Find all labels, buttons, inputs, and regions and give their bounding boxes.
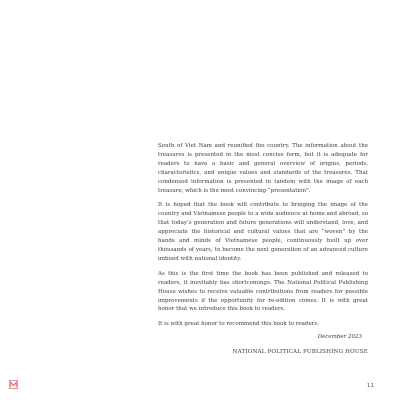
page-number: 11 — [366, 383, 374, 389]
paragraph-3: As this is the first time the book has been published and released to readers, it inevitably has shortcomings. The National Political Publishing House wishes to receive valuable contributions from readers for possible improvements if the opportunity for re-edition comes. It is with great honor that we introduce this book to readers. — [158, 270, 368, 313]
signature-date: December 2023 — [317, 334, 362, 341]
publisher-logo-icon — [9, 380, 18, 389]
publisher-name: NATIONAL POLITICAL PUBLISHING HOUSE — [232, 349, 368, 356]
paragraph-1: South of Viet Nam and reunified the country. The information about the treasures is presented in the most concise form, but it is adequate for readers to have a basic and general overview of origins, periods, characteristics, and unique values and standards of the treasures. That condensed information is presented in tandem with the image of each treasure, which is the most convincing “presentation”. — [158, 143, 368, 194]
paragraph-4: It is with great honor to recommend this book to readers. — [158, 321, 319, 328]
body-text — [158, 142, 368, 363]
paragraph-2: It is hoped that the book will contribute to bringing the image of the country and Vietnamese people to a wide audience at home and abroad, so that today’s generation and future generations will understand, love, and appreciate the historical and cultural values that are “woven” by the hands and minds of Vietnamese people, continuously built up over thousands of years, to become the next generation of an advanced culture imbued with national identity. — [158, 202, 368, 262]
